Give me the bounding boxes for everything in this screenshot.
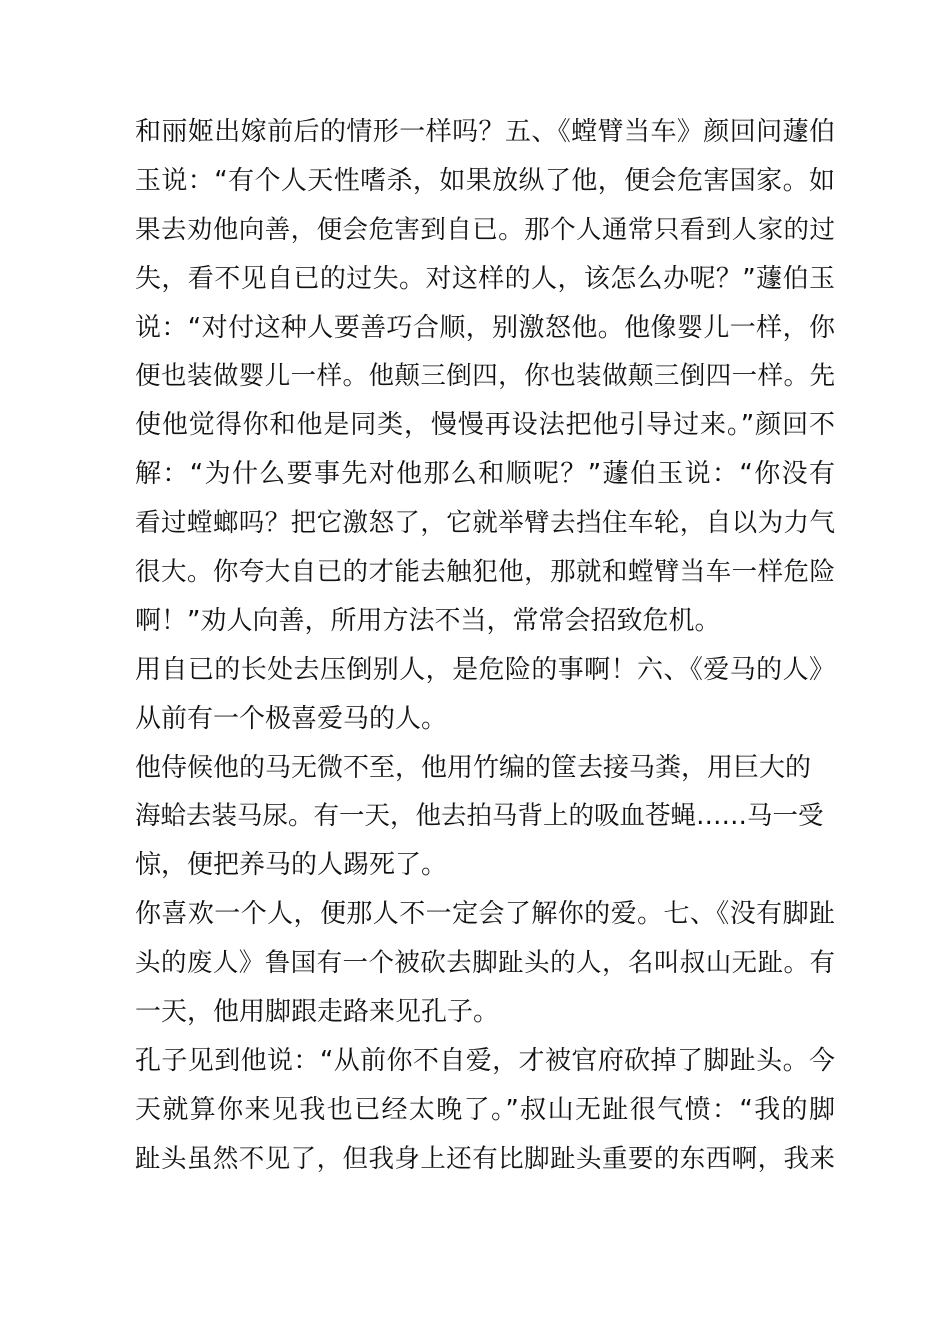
text-line: 很大。你夸大自已的才能去触犯他，那就和螳臂当车一样危险 (135, 557, 835, 588)
text-line: 孔子见到他说：“从前你不自爱，才被官府砍掉了脚趾头。今 (135, 1045, 835, 1076)
text-line: 趾头虽然不见了，但我身上还有比脚趾头重要的东西啊，我来 (135, 1143, 835, 1174)
text-line: 解：“为什么要事先对他那么和顺呢？”蘧伯玉说：“你没有 (135, 459, 835, 490)
text-line: 惊，便把养马的人踢死了。 (135, 850, 448, 881)
text-line: 他侍候他的马无微不至，他用竹编的筐去接马粪，用巨大的 (135, 752, 812, 783)
text-line: 使他觉得你和他是同类，慢慢再设法把他引导过来。”颜回不 (135, 410, 835, 441)
text-line: 和丽姬出嫁前后的情形一样吗？五、《螳臂当车》颜回问蘧伯 (135, 117, 835, 147)
text-line: 从前有一个极喜爱马的人。 (135, 703, 448, 734)
text-line: 海蛤去装马尿。有一天，他去拍马背上的吸血苍蝇……马一受 (135, 801, 824, 832)
text-line: 玉说：“有个人天性嗜杀，如果放纵了他，便会危害国家。如 (135, 165, 835, 196)
text-line: 啊！”劝人向善，所用方法不当，常常会招致危机。 (135, 605, 721, 636)
text-line: 你喜欢一个人，便那人不一定会了解你的爱。七、《没有脚趾 (135, 899, 835, 930)
body-text (135, 108, 835, 1184)
text-line: 说：“对付这种人要善巧合顺，别激怒他。他像婴儿一样，你 (135, 312, 835, 343)
text-line: 头的废人》鲁国有一个被砍去脚趾头的人，名叫叔山无趾。有 (135, 948, 835, 979)
text-line: 失，看不见自已的过失。对这样的人，该怎么办呢？”蘧伯玉 (135, 263, 835, 294)
text-line: 看过螳螂吗？把它激怒了，它就举臂去挡住车轮，自以为力气 (135, 508, 835, 539)
text-line: 一天，他用脚跟走路来见孔子。 (135, 997, 500, 1028)
text-line: 用自已的长处去压倒别人，是危险的事啊！六、《爱马的人》 (135, 654, 835, 685)
text-line: 天就算你来见我也已经太晚了。”叔山无趾很气愤：“我的脚 (135, 1094, 835, 1125)
text-line: 便也装做婴儿一样。他颠三倒四，你也装做颠三倒四一样。先 (135, 361, 835, 392)
text-line: 果去劝他向善，便会危害到自已。那个人通常只看到人家的过 (135, 214, 835, 245)
